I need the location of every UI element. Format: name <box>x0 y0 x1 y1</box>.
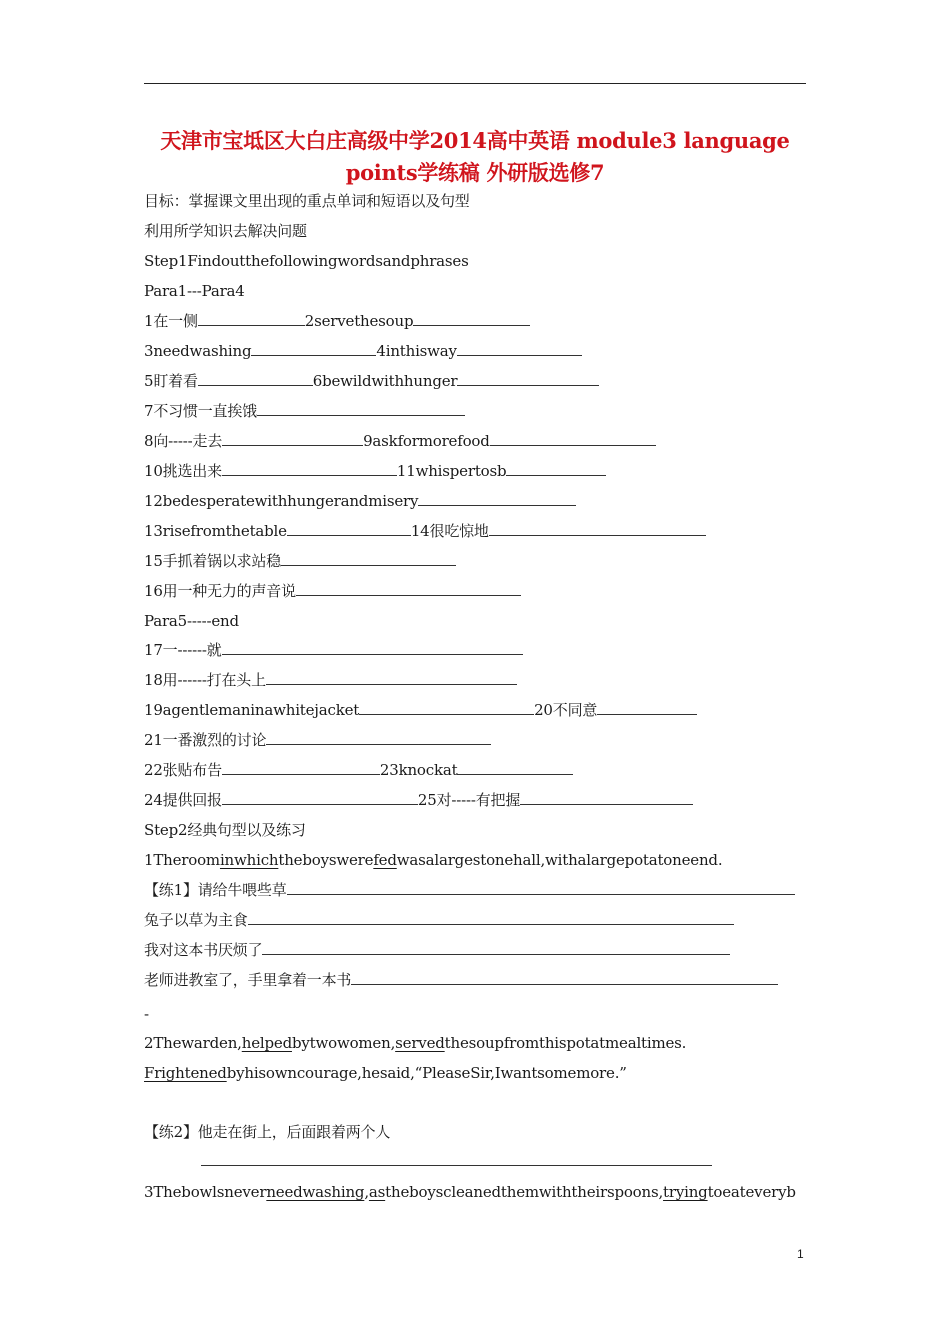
answer-blank[interactable] <box>262 940 730 955</box>
underlined-phrase: trying <box>663 1183 708 1201</box>
sentence-text: 1Theroom <box>144 851 220 869</box>
example-sentence-2 <box>144 1033 686 1053</box>
sentence-text: byhisowncourage,hesaid,“PleaseSir,Iwantsomemore.” <box>226 1064 627 1082</box>
page-number: 1 <box>797 1247 804 1261</box>
vocab-row <box>144 640 523 660</box>
sentence-text: theboyscleanedthemwiththeirspoons, <box>385 1183 664 1201</box>
vocab-row <box>144 581 521 601</box>
sentence-text: 3Thebowlsnever <box>144 1183 267 1201</box>
vocab-row <box>144 521 706 541</box>
wrap-dash: - <box>144 1005 149 1023</box>
vocab-item: 6bewildwithhunger <box>312 372 458 390</box>
underlined-phrase: needwashing <box>266 1183 365 1201</box>
answer-blank[interactable] <box>296 581 521 596</box>
answer-blank[interactable] <box>222 461 397 476</box>
vocab-item: 4inthisway <box>376 342 457 360</box>
answer-blank[interactable] <box>359 700 534 715</box>
vocab-item: 9askformorefood <box>363 432 490 450</box>
exercise-label: 【练1】请给牛喂些草 <box>144 881 287 899</box>
vocab-item: 2servethesoup <box>304 312 414 330</box>
vocab-row <box>144 401 465 421</box>
answer-blank[interactable] <box>281 551 456 566</box>
vocab-row <box>144 431 656 451</box>
exercise-row <box>144 970 778 990</box>
answer-blank[interactable] <box>351 970 778 985</box>
answer-blank[interactable] <box>222 431 363 446</box>
sentence-text: 2Thewarden, <box>144 1034 242 1052</box>
vocab-item: 8向-----走去 <box>144 432 223 450</box>
answer-blank[interactable] <box>222 760 380 775</box>
vocab-item: 7不习惯一直挨饿 <box>144 402 257 420</box>
exercise-2-label: 【练2】他走在街上，后面跟着两个人 <box>144 1123 391 1141</box>
underlined-phrase: Frightened <box>144 1064 227 1082</box>
underlined-phrase: as <box>368 1183 386 1201</box>
doc-title-line1: 天津市宝坻区大白庄高级中学2014高中英语 module3 language <box>160 128 790 153</box>
vocab-row <box>144 730 491 750</box>
vocab-item: 5盯着看 <box>144 372 198 390</box>
answer-blank[interactable] <box>520 790 693 805</box>
answer-blank[interactable] <box>257 401 465 416</box>
underlined-phrase: helped <box>241 1034 292 1052</box>
answer-blank[interactable] <box>287 880 795 895</box>
sentence-text: thesoupfromthispotatmealtimes. <box>444 1034 687 1052</box>
answer-blank[interactable] <box>251 341 376 356</box>
vocab-item: 11whispertosb <box>396 462 507 480</box>
header-rule <box>144 83 806 84</box>
answer-blank[interactable] <box>413 311 530 326</box>
sentence-text: theboyswere <box>278 851 374 869</box>
vocab-item: 13risefromthetable <box>144 522 287 540</box>
vocab-row <box>144 341 582 361</box>
exercise-prompt: 老师进教室了，手里拿着一本书 <box>144 971 352 989</box>
sentence-text: toeateveryb <box>707 1183 796 1201</box>
vocab-row <box>144 670 517 690</box>
vocab-item: 22张贴布告 <box>144 761 222 779</box>
para-range-1: Para1---Para4 <box>144 282 245 300</box>
vocab-item: 25对-----有把握 <box>417 791 521 809</box>
vocab-item: 3needwashing <box>144 342 252 360</box>
objective-line1: 目标：掌握课文里出现的重点单词和短语以及句型 <box>144 192 470 210</box>
underlined-phrase: served <box>395 1034 445 1052</box>
example-sentence-1 <box>144 850 722 870</box>
answer-blank[interactable] <box>418 491 576 506</box>
answer-blank[interactable] <box>489 521 706 536</box>
vocab-row <box>144 760 573 780</box>
step2-heading: Step2经典句型以及练习 <box>144 821 306 839</box>
step1-heading: Step1Findoutthefollowingwordsandphrases <box>144 252 469 270</box>
answer-blank[interactable] <box>248 910 734 925</box>
answer-blank[interactable] <box>266 730 491 745</box>
exercise-row <box>144 880 795 900</box>
example-sentence-3 <box>144 1182 796 1202</box>
vocab-item: 12bedesperatewithhungerandmisery <box>144 492 419 510</box>
vocab-item: 17一------就 <box>144 641 222 659</box>
sentence-text: , <box>364 1183 369 1201</box>
answer-blank[interactable] <box>506 461 606 476</box>
exercise-prompt: 我对这本书厌烦了 <box>144 941 263 959</box>
vocab-row <box>144 461 606 481</box>
exercise-row <box>144 910 734 930</box>
sentence-text: wasalargestonehall,withalargepotatoneend. <box>396 851 723 869</box>
answer-blank[interactable] <box>457 371 599 386</box>
underlined-phrase: inwhich <box>219 851 279 869</box>
vocab-item: 1在一侧 <box>144 312 198 330</box>
answer-blank[interactable] <box>287 521 411 536</box>
vocab-row <box>144 551 456 571</box>
vocab-row <box>144 311 530 331</box>
vocab-item: 14很吃惊地 <box>410 522 489 540</box>
objective-line2: 利用所学知识去解决问题 <box>144 222 307 240</box>
vocab-item: 23knockat <box>379 761 458 779</box>
vocab-row <box>144 491 576 511</box>
answer-blank[interactable] <box>198 371 313 386</box>
vocab-item: 24提供回报 <box>144 791 222 809</box>
vocab-item: 21一番激烈的讨论 <box>144 731 267 749</box>
vocab-row <box>144 371 599 391</box>
answer-blank[interactable] <box>201 1165 712 1166</box>
answer-blank[interactable] <box>222 640 523 655</box>
vocab-row <box>144 700 697 720</box>
vocab-row <box>144 790 693 810</box>
vocab-item: 19agentlemaninawhitejacket <box>144 701 360 719</box>
doc-title-line2: points学练稿 外研版选修7 <box>345 160 605 185</box>
sentence-text: bytwowomen, <box>291 1034 396 1052</box>
answer-blank[interactable] <box>490 431 656 446</box>
vocab-item: 18用------打在头上 <box>144 671 266 689</box>
vocab-item: 10挑选出来 <box>144 462 222 480</box>
exercise-prompt: 兔子以草为主食 <box>144 911 248 929</box>
answer-blank[interactable] <box>457 760 573 775</box>
answer-blank[interactable] <box>457 341 582 356</box>
example-sentence-2b <box>144 1063 627 1083</box>
vocab-item: 16用一种无力的声音说 <box>144 582 296 600</box>
answer-blank[interactable] <box>266 670 517 685</box>
vocab-item: 20不同意 <box>534 701 598 719</box>
vocab-item: 15手抓着锅以求站稳 <box>144 552 282 570</box>
answer-blank[interactable] <box>198 311 305 326</box>
para-range-2: Para5-----end <box>144 612 239 630</box>
answer-blank[interactable] <box>222 790 418 805</box>
underlined-phrase: fed <box>373 851 397 869</box>
exercise-row <box>144 940 730 960</box>
answer-blank[interactable] <box>597 700 697 715</box>
